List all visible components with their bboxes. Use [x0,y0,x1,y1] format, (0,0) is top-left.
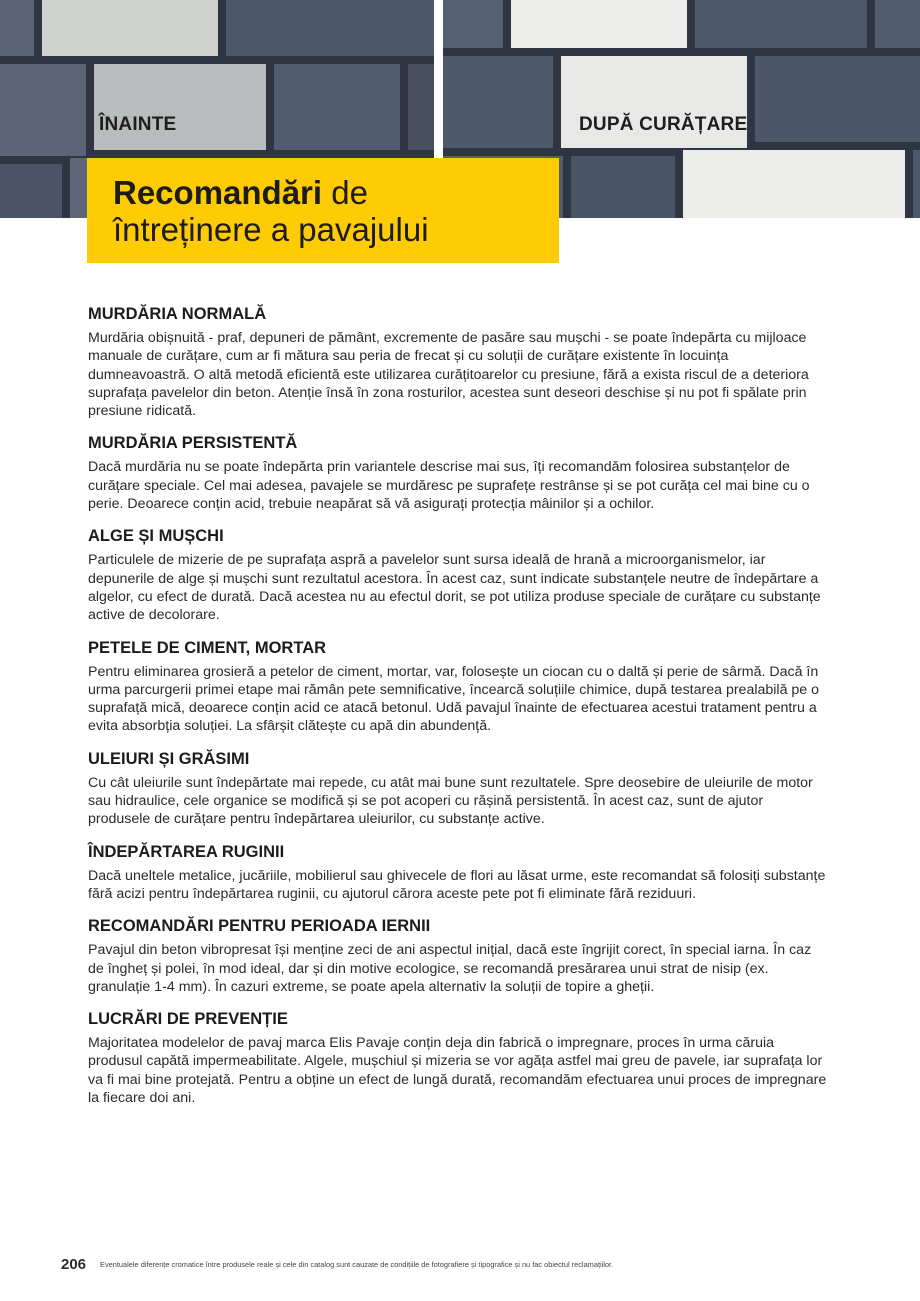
footer [61,1256,613,1273]
section-heading: MURDĂRIA PERSISTENTĂ [88,434,298,453]
section-text: Dacă murdăria nu se poate îndepărta prin variantele descrise mai sus, îți recomandăm folosirea substanțelor de curățare speciale. Cel mai adesea, pavajele se murdăresc pe suprafețe restrânse și se pot curăța cel mai bine cu o perie. Deoarece conțin acid, trebuie neapărat să vă asigurați protecția mâinilor și a ochilor. [88,459,810,513]
section-text: Particulele de mizerie de pe suprafața aspră a pavelelor sunt sursa ideală de hrană a microorganismelor, iar depunerile de alge și mușchi sunt rezultatul acestora. În acest caz, sunt indicate substanțele neutre de îndepărtare a algelor, cu efect de durată. Dacă acestea nu au efectul dorit, se pot utiliza produse speciale de curățare cu substanțe active de decolorare. [88,552,821,624]
section-cement-mortar [88,637,828,736]
before-label: ÎNAINTE [99,114,177,135]
section-normal-dirt [88,303,828,420]
content [88,303,828,1119]
section-text: Pentru eliminarea grosieră a petelor de ciment, mortar, var, folosește un ciocan cu o daltă și perie de sârmă. Dacă în urma parcurgerii primei etape mai rămân pete semnificative, încearcă soluțiile chimice, după testarea prealabilă pe o suprafață mică, deoarece conțin acid ce atacă betonul. Udă pavajul înainte de efectuarea acestui tratament pentru a evita absorbția soluției. La sfârșit clătește cu apă din abundență. [88,663,820,735]
section-oils-grease [88,748,828,829]
title-box [87,158,559,263]
section-heading: LUCRĂRI DE PREVENȚIE [88,1010,288,1029]
title-rest: de [322,174,368,211]
section-rust-removal [88,841,828,904]
title-line2: întreținere a pavajului [113,211,429,248]
section-heading: PETELE DE CIMENT, MORTAR [88,638,327,657]
section-algae-moss [88,525,828,624]
page-number: 206 [61,1256,87,1273]
section-heading: ALGE ȘI MUȘCHI [88,527,224,546]
after-label: DUPĂ CURĂȚARE [579,114,748,135]
section-text: Dacă uneltele metalice, jucăriile, mobilierul sau ghivecele de flori au lăsat urme, este recomandat să folosiți substanțe fără acizi pentru îndepărtarea ruginii, cu ajutorul cărora aceste pete pot fi eliminate fără reziduuri. [88,867,826,902]
section-text: Pavajul din beton vibropresat își menține zeci de ani aspectul inițial, dacă este îngrijit corect, în special iarna. În caz de îngheț și polei, în mod ideal, dar și din motive ecologice, se recomandă presărarea unui strat de nisip (ex. granulație 1-4 mm). În cazuri extreme, se poate apela alternativ la soluții de topire a gheții. [88,942,812,995]
section-persistent-dirt [88,432,828,513]
page-title [113,174,535,248]
section-heading: ULEIURI ȘI GRĂSIMI [88,749,250,768]
section-heading: MURDĂRIA NORMALĂ [88,305,267,323]
title-bold: Recomandări [113,174,323,211]
section-heading: RECOMANDĂRI PENTRU PERIOADA IERNII [88,917,431,936]
section-winter [88,915,828,996]
section-text: Murdăria obișnuită - praf, depuneri de pământ, excremente de pasăre sau mușchi - se poate îndepărta cu mijloace manuale de curățare, cum ar fi mătura sau peria de frecat și cu soluții de curățare existente în locuința dumneavoastră. O altă metodă eficientă este utilizarea curățitoarelor cu presiune, fără a exista riscul de a deteriora suprafața pavelelor din beton. Atenție însă în zona rosturilor, acestea sunt deseori deschise și nu pot fi spălate prin presiune ridicată. [88,330,809,420]
section-text: Cu cât uleiurile sunt îndepărtate mai repede, cu atât mai bune sunt rezultatele. Spre deosebire de uleiurile de motor sau hidraulice, cele organice se modifică și se pot acoperi cu rășină persistentă. În acest caz, sunt de ajutor produsele de curățare pentru îndepărtarea uleiurilor, cu substanțe active. [88,774,813,828]
disclaimer: Eventualele diferențe cromatice între produsele reale și cele din catalog sunt cauzate de condițiile de fotografiere și tipografice și nu fac obiectul reclamațiilor. [100,1260,614,1269]
section-heading: ÎNDEPĂRTAREA RUGINII [88,842,285,861]
section-prevention [88,1008,828,1107]
section-text: Majoritatea modelelor de pavaj marca Elis Pavaje conțin deja din fabrică o impregnare, proces în urma căruia produsul capătă impermeabilitate. Algele, mușchiul și mizeria se vor agăța astfel mai greu de pavele, iar suprafața lor va fi mai bine protejată. Pentru a obține un efect de lungă durată, recomandăm efectuarea unui proces de impregnare la fiecare doi ani. [88,1035,827,1107]
